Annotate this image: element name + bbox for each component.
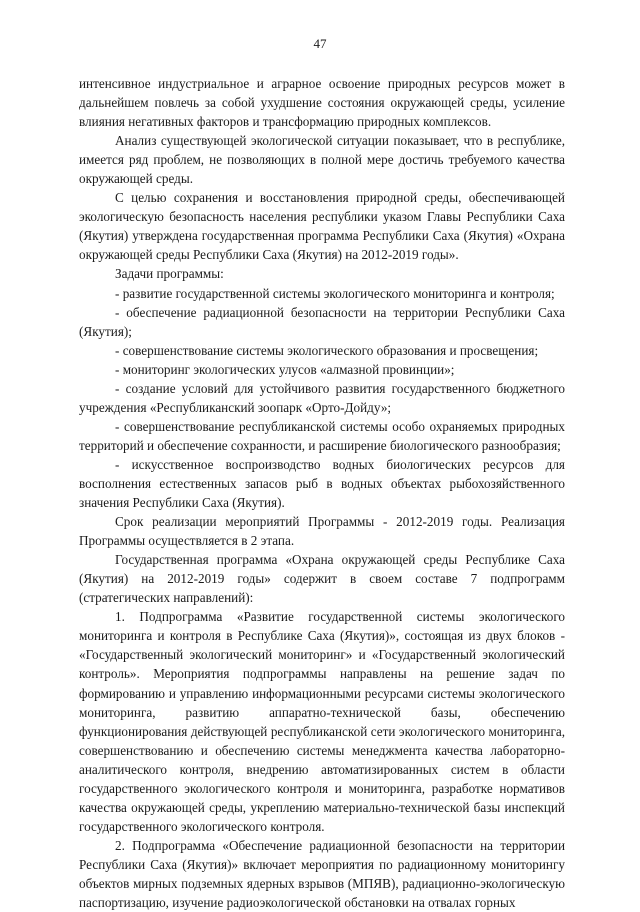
document-body (79, 74, 565, 912)
list-item: - развитие государственной системы экологического мониторинга и контроля; (115, 285, 555, 301)
paragraph: 2. Подпрограмма «Обеспечение радиационной безопасности на территории Республики Саха (Якутия)» включает мероприятия по радиационному мониторингу объектов мирных подземных ядерных взрывов (МПЯВ), радиационно-экологическую паспортизацию, изучение радиоэкологической обстановки на отвалах горных (79, 837, 565, 911)
paragraph: интенсивное индустриальное и аграрное освоение природных ресурсов может в дальнейшем повлечь за собой ухудшение состояния окружающей среды, усиление влияния негативных факторов и трансформацию природных комплексов. (79, 76, 565, 130)
list-item: - создание условий для устойчивого развития государственного бюджетного учреждения «Республиканский зоопарк «Орто-Дойду»; (79, 380, 565, 415)
list-item: - совершенствование системы экологического образования и просвещения; (115, 342, 539, 358)
paragraph: Анализ существующей экологической ситуации показывает, что в республике, имеется ряд проблем, не позволяющих в полной мере достичь требуемого качества окружающей среды. (79, 133, 565, 187)
paragraph: С целью сохранения и восстановления природной среды, обеспечивающей экологическую безопасность населения республики указом Главы Республики Саха (Якутия) утверждена государственная программа Республики Саха (Якутия) «Охрана окружающей среды Республики Саха (Якутия) на 2012-2019 годы». (79, 190, 565, 263)
list-item: - совершенствование республиканской системы особо охраняемых природных территорий и обеспечение сохранности, и расширение биологического разнообразия; (79, 418, 565, 453)
paragraph: Государственная программа «Охрана окружающей среды Республике Саха (Якутия) на 2012-2019 годы» содержит в своем составе 7 подпрограмм (стратегических направлений): (79, 552, 565, 606)
list-item: - мониторинг экологических улусов «алмазной провинции»; (115, 361, 455, 377)
page-number: 47 (313, 36, 327, 51)
list-item: - обеспечение радиационной безопасности на территории Республики Саха (Якутия); (79, 304, 565, 339)
list-item: - искусственное воспроизводство водных биологических ресурсов для восполнения естественных запасов рыб в водных объектах рыбохозяйственного значения Республики Саха (Якутия). (79, 456, 565, 511)
paragraph: Задачи программы: (115, 266, 224, 282)
paragraph: 1. Подпрограмма «Развитие государственной системы экологического мониторинга и контроля в Республике Саха (Якутия)», состоящая из двух блоков - «Государственный экологический мониторинг» и «Государственный экологический контроль». Мероприятия подпрограммы направлены на решение задач по формированию и управлению информационными ресурсами системы экологического мониторинга, развитию аппаратно-технической базы, обеспечению функционирования действующей республиканской сети экологического мониторинга, совершенствованию и обеспечению системы менеджмента качества лабораторно-аналитического контроля, внедрению автоматизированных систем в области государственного экологического контроля и мониторинга, разработке нормативов качества окружающей среды, укреплению материально-технической базы инспекций государственного экологического контроля. (79, 609, 565, 834)
paragraph: Срок реализации мероприятий Программы - 2012-2019 годы. Реализация Программы осуществляется в 2 этапа. (79, 514, 565, 549)
